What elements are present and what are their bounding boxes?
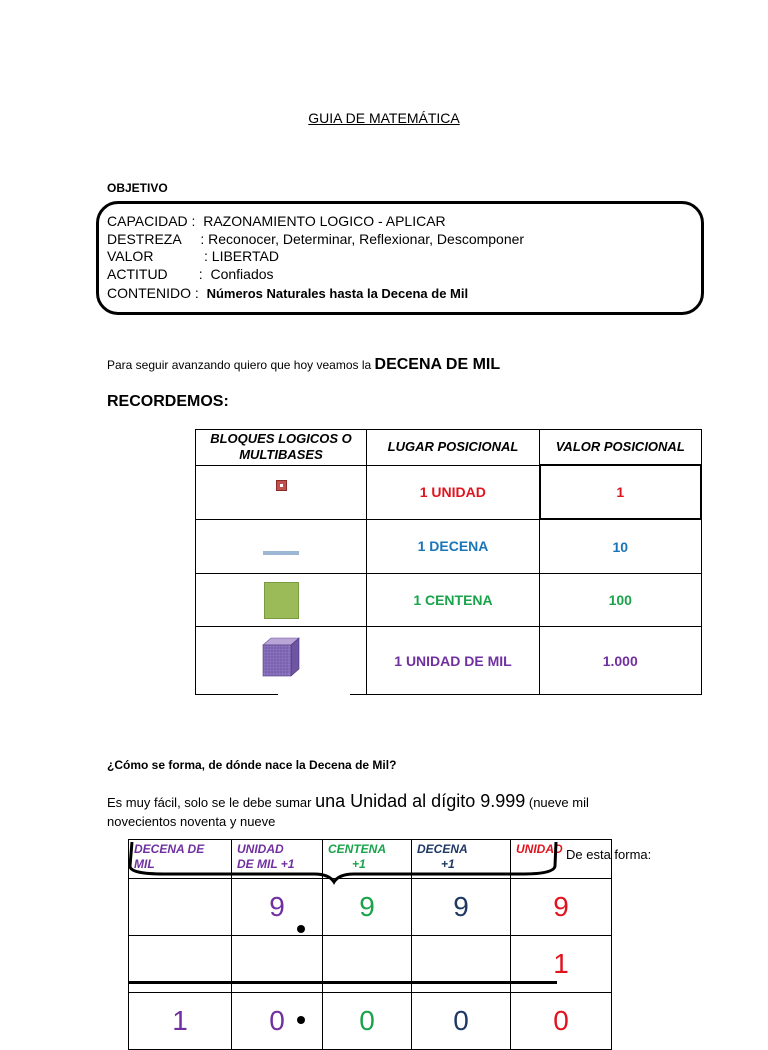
valor-cell: 1.000 [540, 627, 702, 695]
table-row [196, 627, 702, 695]
valor-cell: 10 [540, 519, 702, 574]
digit-cell: 1 [511, 936, 612, 993]
page-title: GUIA DE MATEMÁTICA [308, 110, 460, 126]
objetivo-heading: OBJETIVO [107, 181, 168, 195]
block-cell [196, 519, 367, 574]
table-row [196, 574, 702, 627]
place-value-table [195, 429, 702, 695]
intro-paragraph: Para seguir avanzando quiero que hoy veamos la DECENA DE MIL [107, 356, 501, 373]
digit-cell: 0 [232, 993, 323, 1050]
question-heading: ¿Cómo se forma, de dónde nace la Decena de Mil? [107, 758, 397, 772]
header-lugar: LUGAR POSICIONAL [367, 430, 540, 466]
header-unidad-de-mil: UNIDAD DE MIL +1 [232, 840, 323, 879]
header-valor: VALOR POSICIONAL [540, 430, 702, 466]
de-esta-forma-label: De esta forma: [566, 847, 652, 862]
recordemos-heading: RECORDEMOS: [107, 393, 229, 410]
header-decena-de-mil: DECENA DE MIL [129, 840, 232, 879]
objetivo-row-contenido: CONTENIDO : Números Naturales hasta la Decena de Mil [107, 285, 469, 301]
digit-cell: 0 [412, 993, 511, 1050]
objetivo-row-actitud: ACTITUD : Confiados [107, 266, 274, 282]
row-divider-dot-icon [295, 923, 307, 935]
digit-cell: 0 [511, 993, 612, 1050]
table-row [196, 519, 702, 574]
explain-line-1: Es muy fácil, solo se le debe sumar una Unidad al dígito 9.999 (nueve mil [107, 791, 589, 811]
objetivo-row-destreza: DESTREZA : Reconocer, Determinar, Reflexionar, Descomponer [107, 231, 525, 247]
ten-rod-icon [263, 551, 299, 555]
header-decena: DECENA +1 [412, 840, 511, 879]
valor-cell: 100 [540, 574, 702, 627]
block-cell [196, 627, 367, 695]
row-divider-dot-icon [295, 1014, 307, 1026]
lugar-cell: 1 UNIDAD [367, 465, 540, 519]
explain-line-2: novecientos noventa y nueve [107, 814, 276, 829]
intro-emphasis: DECENA DE MIL [374, 356, 501, 373]
digit-cell: 9 [412, 879, 511, 936]
header-centena: CENTENA +1 [323, 840, 412, 879]
objetivo-row-valor: VALOR : LIBERTAD [107, 248, 279, 264]
digit-cell: 0 [323, 993, 412, 1050]
digit-cell: 9 [511, 879, 612, 936]
lugar-cell: 1 DECENA [367, 519, 540, 574]
header-unidad: UNIDAD [511, 840, 612, 879]
lugar-cell: 1 CENTENA [367, 574, 540, 627]
block-cell [196, 574, 367, 627]
sum-underline [128, 981, 557, 984]
table-row [196, 465, 702, 519]
table-row [129, 879, 612, 936]
header-bloques: BLOQUES LOGICOS O MULTIBASES [196, 430, 367, 466]
header-brace-icon [124, 836, 560, 886]
digit-cell [129, 879, 232, 936]
objetivo-row-capacidad: CAPACIDAD : RAZONAMIENTO LOGICO - APLICAR [107, 213, 446, 229]
table-row [129, 993, 612, 1050]
thousand-cube-icon [261, 635, 301, 679]
digit-cell: 9 [232, 879, 323, 936]
digit-cell: 1 [129, 993, 232, 1050]
valor-cell: 1 [540, 465, 702, 519]
hundred-flat-icon [264, 582, 299, 619]
block-cell [196, 465, 367, 519]
unit-cube-icon [276, 480, 287, 491]
digit-cell: 9 [323, 879, 412, 936]
lugar-cell: 1 UNIDAD DE MIL [367, 627, 540, 695]
